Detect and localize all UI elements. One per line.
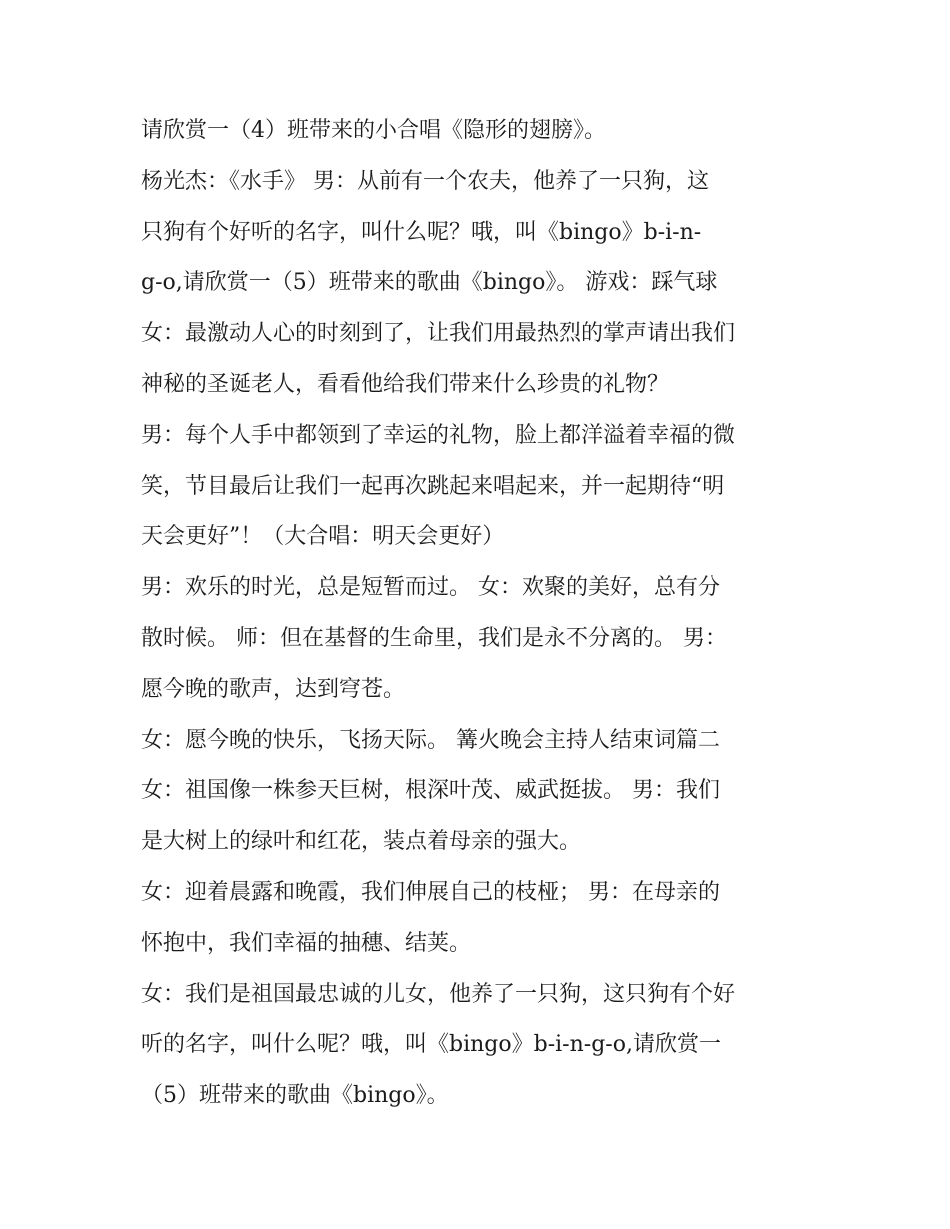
text-line: 女：我们是祖国最忠诚的儿女，他养了一只狗，这只狗有个好 xyxy=(141,981,736,1007)
text-line: 男：欢乐的时光，总是短暂而过。 女：欢聚的美好，总有分 xyxy=(141,575,720,601)
text-line: 听的名字，叫什么呢？哦，叫《bingo》b-i-n-g-o,请欣赏一 xyxy=(141,1032,721,1058)
text-line: g-o,请欣赏一（5）班带来的歌曲《bingo》。 游戏：踩气球 xyxy=(141,270,718,296)
text-line: 女：迎着晨露和晚霞，我们伸展自己的枝桠； 男：在母亲的 xyxy=(141,879,720,905)
text-line: 男：每个人手中都领到了幸运的礼物，脸上都洋溢着幸福的微 xyxy=(141,422,736,448)
text-line: 杨光杰：《水手》 男：从前有一个农夫，他养了一只狗，这 xyxy=(141,168,709,194)
text-line: 是大树上的绿叶和红花，装点着母亲的强大。 xyxy=(141,829,582,855)
text-line: 怀抱中，我们幸福的抽穗、结荚。 xyxy=(141,930,472,956)
text-line: 只狗有个好听的名字，叫什么呢？哦，叫《bingo》b-i-n- xyxy=(141,219,702,245)
text-line: 女：祖国像一株参天巨树，根深叶茂、威武挺拔。 男：我们 xyxy=(141,778,720,804)
text-line: 请欣赏一（4）班带来的小合唱《隐形的翅膀》。 xyxy=(141,118,606,143)
text-line: 女：最激动人心的时刻到了，让我们用最热烈的掌声请出我们 xyxy=(141,321,736,347)
document-body xyxy=(141,106,821,1122)
text-line: 愿今晚的歌声，达到穹苍。 xyxy=(141,676,406,702)
text-line: （5）班带来的歌曲《bingo》。 xyxy=(141,1083,449,1109)
text-line: 神秘的圣诞老人，看看他给我们带来什么珍贵的礼物？ xyxy=(141,371,670,397)
text-line: 女：愿今晚的快乐，飞扬天际。 篝火晚会主持人结束词篇二 xyxy=(141,727,720,753)
text-line: 笑，节目最后让我们一起再次跳起来唱起来，并一起期待“明 xyxy=(141,473,725,499)
text-line: 散时候。 师：但在基督的生命里，我们是永不分离的。 男： xyxy=(141,625,727,651)
text-line: 天会更好”！（大合唱：明天会更好） xyxy=(141,524,505,550)
